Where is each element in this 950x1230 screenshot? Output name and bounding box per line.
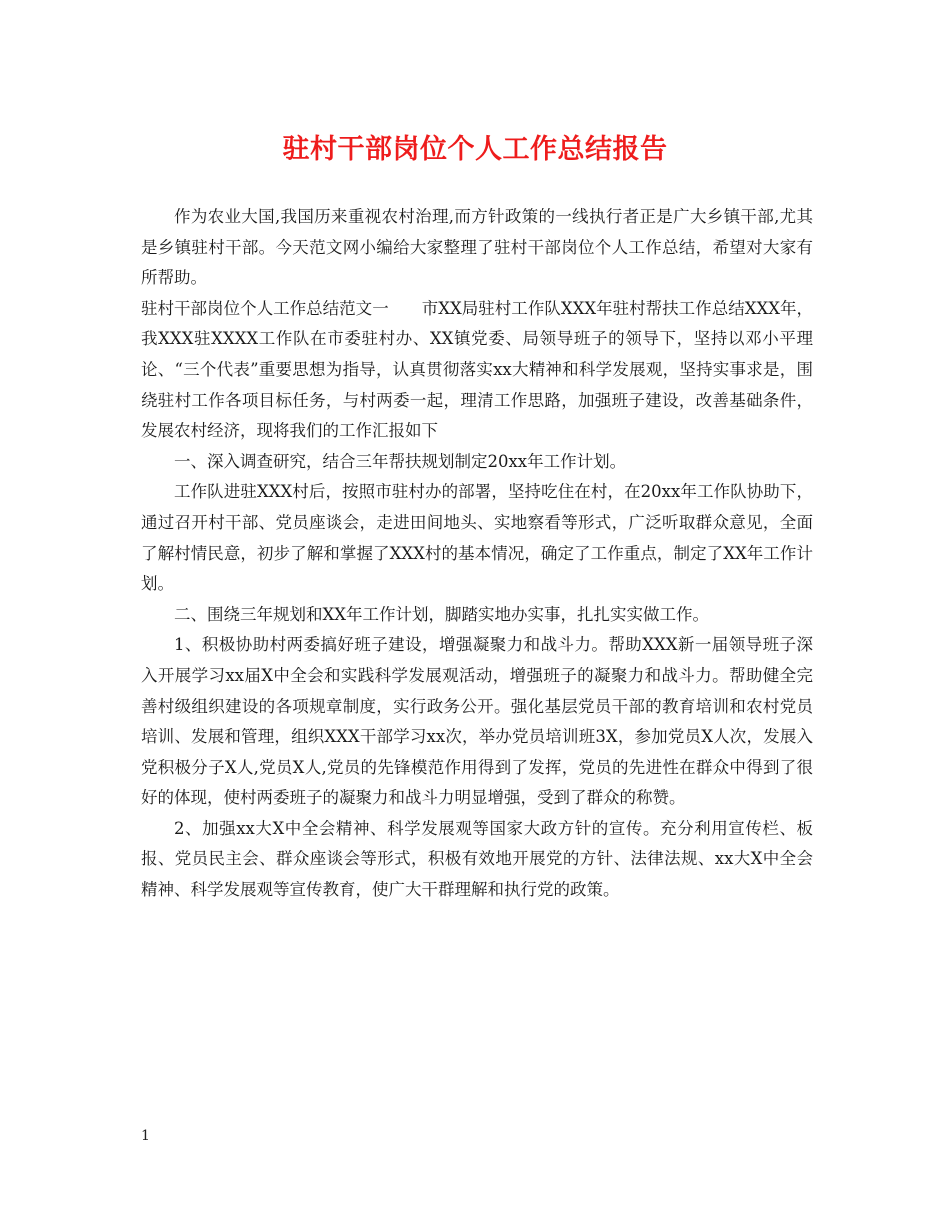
paragraph-work-team: 工作队进驻XXX村后，按照市驻村办的部署，坚持吃住在村，在20xx年工作队协助下，通过召开村干部、党员座谈会，走进田间地头、实地察看等形式，广泛听取群众意见，全面了解村情民意，初步了解和掌握了XXX村的基本情况，确定了工作重点，制定了XX年工作计划。 bbox=[141, 482, 813, 594]
paragraph-sample-heading: 驻村干部岗位个人工作总结范文一 市XX局驻村工作队XXX年驻村帮扶工作总结XXX年，我XXX驻XXXX工作队在市委驻村办、XX镇党委、局领导班子的领导下，坚持以邓小平理论、“三个代表”重要思想为指导，认真贯彻落实xx大精神和科学发展观，坚持实事求是，围绕驻村工作各项目标任务，与村两委一起，理清工作思路，加强班子建设，改善基础条件，发展农村经济，现将我们的工作汇报如下 bbox=[141, 298, 813, 441]
document-title: 驻村干部岗位个人工作总结报告 bbox=[282, 134, 668, 165]
paragraph-item-one: 1、积极协助村两委搞好班子建设，增强凝聚力和战斗力。帮助XXX新一届领导班子深入开展学习xx届X中全会和实践科学发展观活动，增强班子的凝聚力和战斗力。帮助健全完善村级组织建设的各项规章制度，实行政务公开。强化基层党员干部的教育培训和农村党员培训、发展和管理，组织XXX干部学习xx次，举办党员培训班3X，参加党员X人次，发展入党积极分子X人,党员X人,党员的先锋模范作用得到了发挥，党员的先进性在群众中得到了很好的体现，使村两委班子的凝聚力和战斗力明显增强，受到了群众的称赞。 bbox=[141, 635, 813, 808]
paragraph-section-two: 二、围绕三年规划和XX年工作计划，脚踏实地办实事，扎扎实实做工作。 bbox=[174, 604, 709, 624]
document-body bbox=[141, 202, 813, 906]
paragraph-item-two: 2、加强xx大X中全会精神、科学发展观等国家大政方针的宣传。充分利用宣传栏、板报、党员民主会、群众座谈会等形式，积极有效地开展党的方针、法律法规、xx大X中全会精神、科学发展观等宣传教育，使广大干群理解和执行党的政策。 bbox=[141, 818, 813, 900]
paragraph-intro: 作为农业大国,我国历来重视农村治理,而方针政策的一线执行者正是广大乡镇干部,尤其是乡镇驻村干部。今天范文网小编给大家整理了驻村干部岗位个人工作总结，希望对大家有所帮助。 bbox=[141, 207, 813, 288]
page-number: 1 bbox=[141, 1128, 150, 1144]
paragraph-section-one: 一、深入调查研究，结合三年帮扶规划制定20xx年工作计划。 bbox=[174, 451, 627, 471]
